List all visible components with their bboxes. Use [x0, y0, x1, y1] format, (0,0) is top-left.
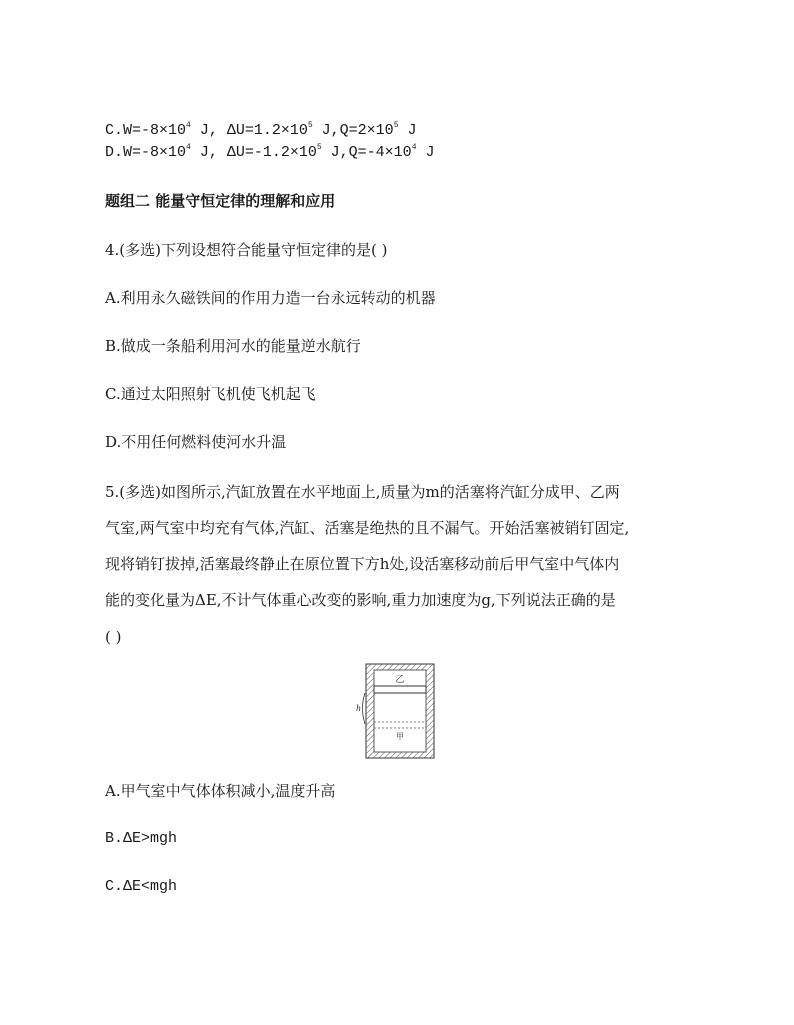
option-d-exp1: 4 — [186, 143, 191, 152]
option-d-mid1: J, ΔU=-1.2×10 — [190, 144, 317, 161]
option-d-line — [105, 143, 435, 163]
lower-chamber-label: 甲 — [396, 732, 404, 741]
piston — [374, 686, 426, 693]
h-label: h — [356, 704, 362, 713]
q5-stem-line-2: 气室,两气室中均充有气体,汽缸、活塞是绝热的且不漏气。开始活塞被销钉固定, — [105, 519, 630, 537]
q5-option-b: B.ΔE>mgh — [105, 830, 178, 847]
q5-stem-line-1: 5.(多选)如图所示,汽缸放置在水平地面上,质量为m的活塞将汽缸分成甲、乙两 — [105, 483, 620, 501]
section-heading: 题组二 能量守恒定律的理解和应用 — [105, 192, 336, 210]
q5-stem-line-5: ( ) — [105, 628, 122, 646]
h-bracket — [363, 693, 366, 724]
q4-option-d: D.不用任何燃料使河水升温 — [105, 433, 287, 451]
q4-option-a: A.利用永久磁铁间的作用力造一台永远转动的机器 — [105, 289, 436, 307]
option-d-suffix: J — [416, 144, 435, 161]
q5-stem-line-3: 现将销钉拔掉,活塞最终静止在原位置下方h处,设活塞移动前后甲气室中气体内 — [105, 555, 620, 573]
cylinder-figure — [352, 660, 442, 760]
option-c-exp3: 5 — [393, 121, 399, 130]
q4-option-b: B.做成一条船利用河水的能量逆水航行 — [105, 337, 361, 355]
option-d-mid2: J,Q=-4×10 — [321, 144, 412, 161]
option-c-suffix: J — [398, 122, 417, 139]
option-d-exp2: 5 — [316, 143, 322, 152]
option-c-exp2: 5 — [307, 121, 313, 130]
q4-stem: 4.(多选)下列设想符合能量守恒定律的是( ) — [105, 241, 388, 259]
option-c-exp1: 4 — [186, 121, 191, 130]
q5-option-c: C.ΔE<mgh — [105, 878, 178, 895]
q5-stem-line-4: 能的变化量为ΔE,不计气体重心改变的影响,重力加速度为g,下列说法正确的是 — [105, 591, 616, 609]
cylinder-diagram — [352, 660, 442, 760]
q4-option-c: C.通过太阳照射飞机使飞机起飞 — [105, 385, 316, 403]
option-d-prefix: D.W=-8×10 — [105, 144, 187, 161]
upper-chamber-label: 乙 — [395, 675, 405, 685]
option-c-prefix: C.W=-8×10 — [105, 122, 187, 139]
option-c-line — [105, 121, 417, 141]
option-c-mid2: J,Q=2×10 — [312, 122, 394, 139]
q5-option-a: A.甲气室中气体体积减小,温度升高 — [105, 782, 336, 800]
option-c-mid1: J, ΔU=1.2×10 — [190, 122, 308, 139]
option-d-exp3: 4 — [411, 143, 417, 152]
